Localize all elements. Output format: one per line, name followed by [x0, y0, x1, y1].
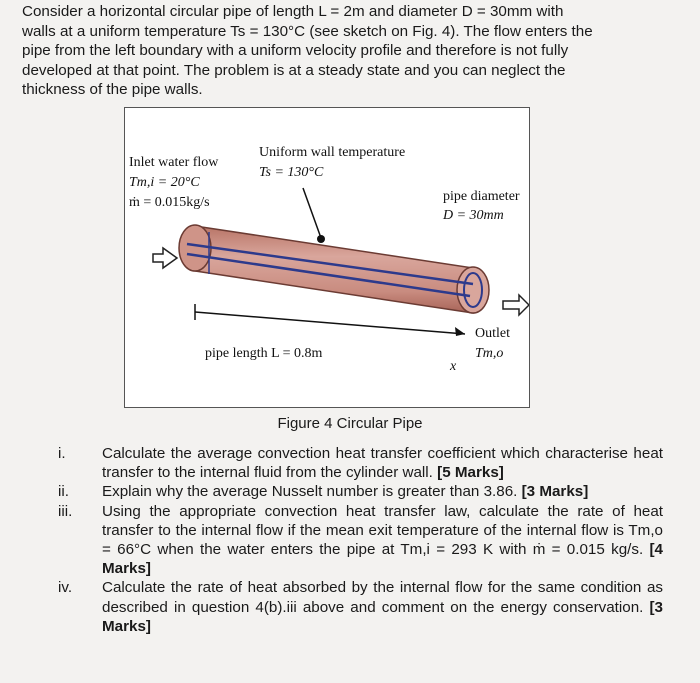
wall-temp-title: Uniform wall temperature — [259, 145, 406, 160]
pipe-length-label: pipe length L = 0.8m — [205, 346, 323, 361]
question-item — [58, 502, 663, 579]
question-text: Using the appropriate convection heat transfer law, calculate the rate of heat transfer to the internal flow if the mean exit temperature of the internal flow is Tm,o = 66°C when the water enters the pipe at Tm,i = 293 K with ṁ = 0.015 kg/s. — [102, 502, 663, 559]
question-marks: [3 Marks] — [521, 483, 589, 501]
intro-line-4: developed at that point. The problem is at a steady state and you can neglect the — [22, 61, 566, 79]
intro-line-3: pipe from the left boundary with a uniform velocity profile and therefore is not fully — [22, 42, 569, 59]
inlet-arrow — [153, 248, 177, 268]
question-marks: [3 Marks] — [102, 598, 663, 635]
intro-line-2: walls at a uniform temperature Ts = 130°C (see sketch on Fig. 4). The flow enters the — [22, 22, 593, 40]
question-item — [58, 482, 663, 501]
question-item — [58, 578, 663, 636]
pipe-figure — [124, 107, 530, 408]
question-text: Explain why the average Nusselt number is greater than 3.86. — [102, 483, 518, 501]
intro-line-5: thickness of the pipe walls. — [22, 81, 203, 98]
question-text: Calculate the average convection heat transfer coefficient which characterise heat transfer to the internal fluid from the cylinder wall. — [102, 445, 663, 482]
inlet-temp: Tm,i = 20°C — [129, 175, 200, 190]
outlet-arrow — [503, 295, 529, 315]
x-axis-label: x — [450, 359, 457, 374]
inlet-title: Inlet water flow — [129, 155, 219, 170]
question-text: Calculate the rate of heat absorbed by the internal flow for the same condition as described in question 4(b).iii above and comment on the energy conservation. — [102, 579, 663, 616]
pipe-inlet-end — [179, 225, 211, 271]
question-marks: [5 Marks] — [437, 464, 504, 482]
pipe-body — [195, 226, 473, 313]
wall-temp-value: Ts = 130°C — [259, 165, 324, 180]
intro-line-1: Consider a horizontal circular pipe of length L = 2m and diameter D = 30mm with — [22, 3, 564, 20]
diameter-title: pipe diameter — [443, 189, 520, 204]
problem-statement — [22, 2, 684, 100]
length-axis — [195, 312, 465, 334]
outlet-title: Outlet — [475, 326, 510, 341]
question-number: ii. — [58, 483, 69, 501]
question-list — [58, 444, 663, 636]
inlet-mass-flow: ṁ = 0.015kg/s — [129, 195, 210, 210]
question-number: iii. — [58, 502, 73, 520]
question-item — [58, 444, 663, 482]
question-marks: [4 Marks] — [102, 541, 663, 578]
question-number: i. — [58, 445, 66, 462]
wall-temp-pointer — [303, 188, 321, 238]
figure-caption: Figure 4 Circular Pipe — [277, 415, 423, 432]
question-number: iv. — [58, 579, 73, 597]
outlet-temp: Tm,o — [475, 346, 504, 361]
diameter-value: D = 30mm — [443, 208, 504, 223]
